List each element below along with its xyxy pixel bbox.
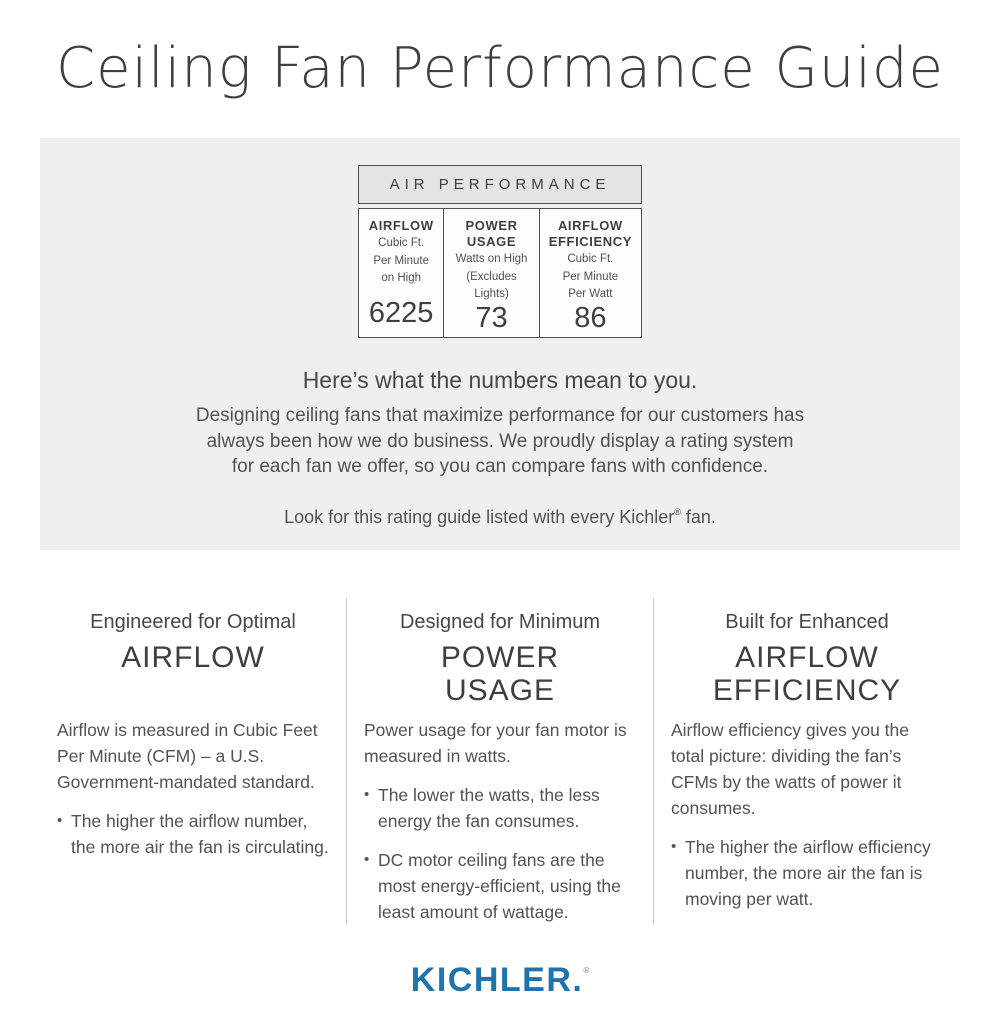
bullet-icon: •	[364, 786, 370, 803]
column-power-usage-body	[347, 717, 653, 925]
list-item-text: The higher the airflow number, the more air the fan is circulating.	[71, 811, 329, 857]
airflow-cell	[358, 208, 444, 338]
bullet-icon: •	[57, 812, 63, 829]
column-airflow-body	[40, 717, 346, 860]
column-airflow-efficiency	[654, 598, 960, 925]
airflow-efficiency-cell-subline: Per Minute	[562, 270, 619, 283]
registered-mark: ®	[583, 966, 590, 975]
column-airflow-efficiency-title: AIRFLOW EFFICIENCY	[712, 641, 902, 707]
column-airflow-title: AIRFLOW	[121, 641, 265, 674]
column-power-usage-head	[347, 598, 653, 717]
air-performance-table	[358, 165, 642, 338]
power-usage-cell	[444, 208, 539, 338]
bullet-icon: •	[671, 838, 677, 855]
airflow-efficiency-value: 86	[574, 301, 607, 334]
list-item-text: The higher the airflow efficiency number, the more air the fan is moving per watt.	[685, 837, 931, 909]
column-power-usage-title: POWER USAGE	[440, 641, 560, 707]
column-airflow-head	[40, 598, 346, 717]
column-power-usage-eyebrow: Designed for Minimum	[399, 611, 601, 633]
air-performance-table-header: AIR PERFORMANCE	[358, 165, 642, 204]
intro-note-text: Look for this rating guide listed with every Kichler	[284, 506, 675, 527]
list-item	[57, 808, 329, 860]
power-usage-cell-subline: (Excludes	[466, 270, 517, 283]
kichler-logo-text: KICHLER.	[410, 961, 584, 999]
performance-panel	[40, 138, 960, 550]
bullet-icon: •	[364, 851, 370, 868]
kichler-logo	[0, 961, 1000, 1000]
intro-note	[40, 507, 960, 528]
page-title: Ceiling Fan Performance Guide	[56, 36, 944, 101]
registered-mark: ®	[674, 506, 681, 517]
column-airflow-efficiency-eyebrow: Built for Enhanced	[725, 611, 889, 633]
list-item-text: The lower the watts, the less energy the fan consumes.	[378, 785, 600, 831]
feature-columns	[40, 598, 960, 925]
power-usage-cell-subline: Watts on High	[455, 253, 528, 265]
list-item	[364, 782, 636, 834]
airflow-efficiency-cell-subline: Per Watt	[568, 288, 613, 300]
intro-heading: Here’s what the numbers mean to you.	[302, 367, 698, 393]
airflow-efficiency-cell	[540, 208, 642, 338]
air-performance-table-body	[358, 208, 642, 338]
airflow-cell-subline: on High	[381, 272, 421, 284]
column-airflow-efficiency-body	[654, 717, 960, 912]
column-airflow-efficiency-description: Airflow efficiency gives you the total picture: dividing the fan’s CFMs by the watts of power it consumes.	[671, 720, 909, 818]
column-airflow	[40, 598, 346, 925]
airflow-cell-label: AIRFLOW	[368, 218, 434, 233]
airflow-efficiency-cell-label: AIRFLOW EFFICIENCY	[548, 218, 633, 249]
airflow-cell-subline: Per Minute	[373, 254, 429, 267]
column-airflow-efficiency-head	[654, 598, 960, 717]
intro-note-text: fan.	[680, 506, 716, 527]
power-usage-cell-label: POWER USAGE	[465, 218, 518, 249]
column-power-usage-description: Power usage for your fan motor is measured in watts.	[364, 720, 627, 766]
power-usage-cell-subline: Lights)	[474, 288, 509, 300]
list-item	[671, 834, 943, 912]
airflow-value: 6225	[368, 297, 434, 329]
column-power-usage	[346, 598, 654, 925]
intro-paragraph: Designing ceiling fans that maximize performance for our customers has always been how we do business. We proudly display a rating system for each fan we offer, so you can compare fans with confidence.	[195, 405, 805, 477]
power-usage-value: 73	[475, 301, 508, 334]
airflow-efficiency-cell-subline: Cubic Ft.	[567, 253, 614, 265]
list-item	[364, 847, 636, 925]
list-item-text: DC motor ceiling fans are the most energy-efficient, using the least amount of wattage.	[378, 850, 621, 922]
column-airflow-description: Airflow is measured in Cubic Feet Per Minute (CFM) – a U.S. Government-mandated standard.	[57, 720, 318, 792]
column-airflow-eyebrow: Engineered for Optimal	[90, 611, 296, 633]
airflow-cell-subline: Cubic Ft.	[378, 237, 425, 249]
